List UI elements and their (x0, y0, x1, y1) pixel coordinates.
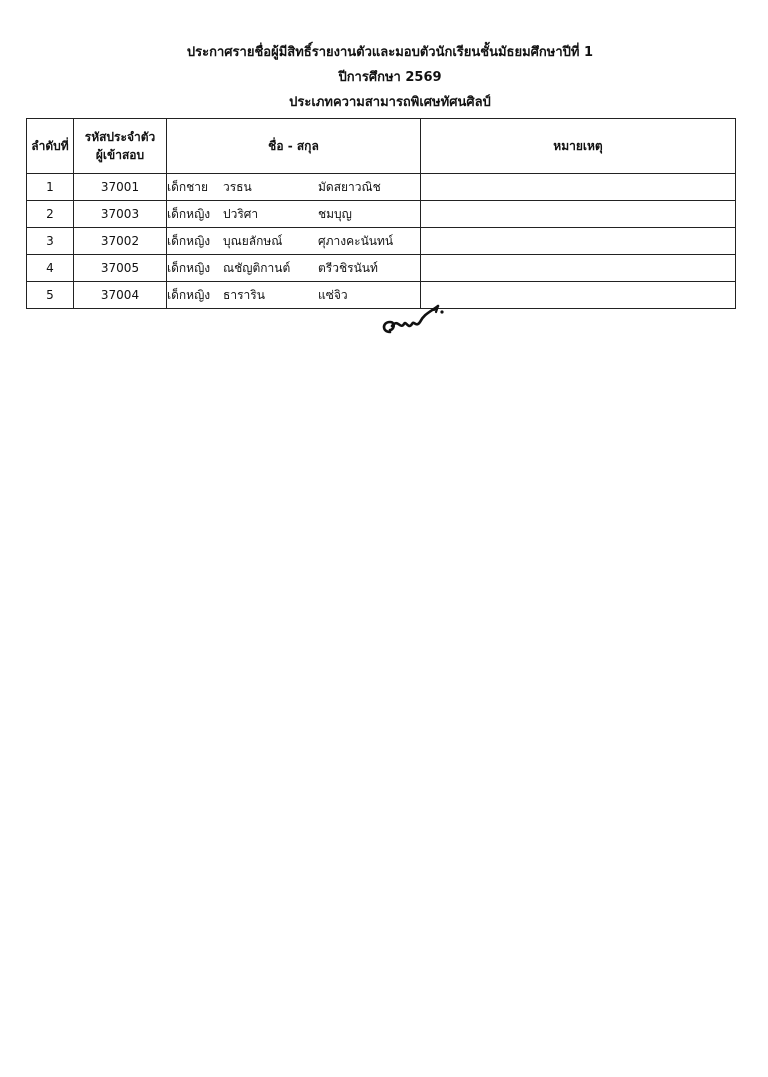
name-title: เด็กหญิง (167, 260, 211, 275)
last-name: ศุภางคะนันทน์ (318, 233, 394, 248)
column-header-code-line1: รหัสประจำตัว (84, 130, 156, 144)
column-header-no: ลำดับที่ (27, 119, 74, 174)
cell-exam-code: 37005 (74, 255, 167, 282)
name-title: เด็กหญิง (167, 206, 211, 221)
last-name: ตรีวชิรนันท์ (318, 260, 378, 275)
table-row (27, 201, 736, 228)
last-name: แซ่จิว (318, 287, 348, 302)
column-header-note: หมายเหตุ (421, 119, 736, 174)
cell-no: 5 (27, 282, 74, 309)
full-name-wrap (167, 259, 420, 278)
first-name: วรธน (223, 179, 252, 194)
first-name: ณชัญติกานต์ (223, 260, 291, 275)
cell-exam-code: 37001 (74, 174, 167, 201)
cell-full-name (167, 228, 421, 255)
cell-full-name (167, 255, 421, 282)
table-row (27, 228, 736, 255)
academic-year: ปีการศึกษา 2569 (338, 70, 442, 85)
cell-no: 4 (27, 255, 74, 282)
cell-note (421, 201, 736, 228)
cell-no: 3 (27, 228, 74, 255)
table-row (27, 174, 736, 201)
table-header-row (27, 119, 736, 174)
cell-exam-code: 37002 (74, 228, 167, 255)
cell-no: 2 (27, 201, 74, 228)
name-title: เด็กชาย (167, 179, 209, 194)
first-name: บุณยลักษณ์ (223, 233, 283, 248)
handwritten-signature-icon (378, 296, 448, 344)
name-title: เด็กหญิง (167, 233, 211, 248)
category-title: ประเภทความสามารถพิเศษทัศนศิลป์ (289, 95, 491, 110)
last-name: ชมบุญ (318, 206, 352, 221)
cell-full-name (167, 174, 421, 201)
cell-exam-code: 37003 (74, 201, 167, 228)
table-row (27, 255, 736, 282)
last-name: มัดสยาวณิช (318, 179, 381, 194)
cell-exam-code: 37004 (74, 282, 167, 309)
column-header-name: ชื่อ - สกุล (167, 119, 421, 174)
full-name-wrap (167, 232, 420, 251)
full-name-wrap (167, 178, 420, 197)
cell-no: 1 (27, 174, 74, 201)
cell-note (421, 255, 736, 282)
column-header-code (74, 119, 167, 174)
name-title: เด็กหญิง (167, 287, 211, 302)
first-name: ปวริศา (223, 206, 259, 221)
announcement-title: ประกาศรายชื่อผู้มีสิทธิ์รายงานตัวและมอบตัวนักเรียนชั้นมัธยมศึกษาปีที่ 1 (186, 45, 594, 60)
column-header-code-line2: ผู้เข้าสอบ (95, 148, 145, 162)
first-name: ธาราริน (223, 287, 265, 302)
cell-note (421, 228, 736, 255)
cell-note (421, 174, 736, 201)
student-roster-table (26, 118, 736, 309)
full-name-wrap (167, 205, 420, 224)
cell-note (421, 282, 736, 309)
cell-full-name (167, 201, 421, 228)
